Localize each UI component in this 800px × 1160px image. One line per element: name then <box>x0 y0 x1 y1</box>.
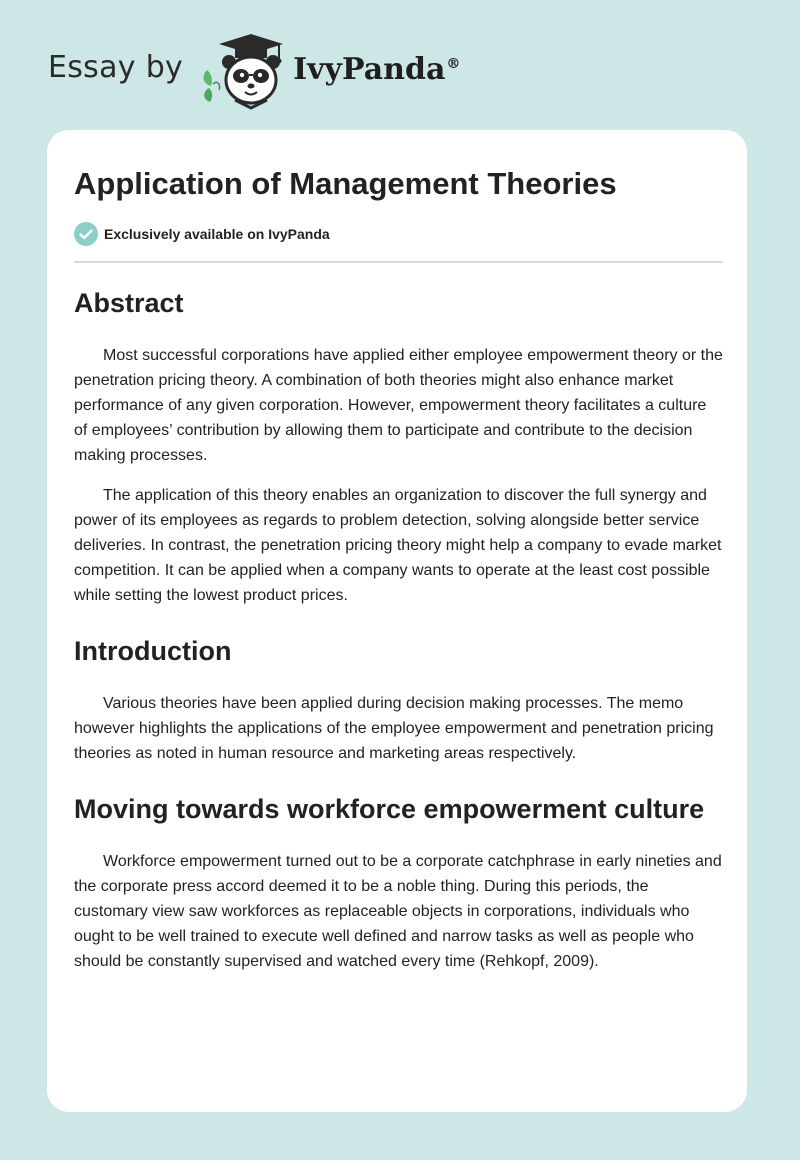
paragraph: Various theories have been applied during decision making processes. The memo however highlights the applications of the employee empowerment and penetration pricing theories as noted in human resource and marketing areas respectively. <box>74 695 714 762</box>
page-title: Application of Management Theories <box>74 166 617 201</box>
brand-prefix: Essay by <box>48 49 184 85</box>
section-introduction <box>74 632 723 766</box>
paragraph: Workforce empowerment turned out to be a corporate catchphrase in early nineties and the corporate press accord deemed it to be a noble thing. During this periods, the customary view saw workforces as replaceable objects in corporations, individuals who ought to be well trained to execute well defined and narrow tasks as well as people who should be constantly supervised and watched every time (Rehkopf, 2009). <box>74 853 722 970</box>
section-heading: Abstract <box>74 288 184 318</box>
essay-card <box>47 130 747 1112</box>
check-circle-icon <box>74 222 98 246</box>
section-workforce-empowerment <box>74 790 723 974</box>
section-abstract <box>74 284 723 608</box>
brand-name: IvyPanda® <box>293 51 461 87</box>
section-heading: Moving towards workforce empowerment culture <box>74 794 705 824</box>
paragraph: Most successful corporations have applied either employee empowerment theory or the penetration pricing theory. A combination of both theories might also enhance market performance of any given corporation. However, empowerment theory facilitates a culture of employees’ contribution by allowing them to participate and contribute to the decision making processes. <box>74 347 723 464</box>
site-header <box>48 30 460 110</box>
panda-graduate-logo-icon <box>199 30 291 110</box>
exclusive-text: Exclusively available on IvyPanda <box>104 226 330 242</box>
paragraph: The application of this theory enables an organization to discover the full synergy and power of its employees as regards to problem detection, solving alongside better service deliveries. In contrast, the penetration pricing theory might help a company to evade market competition. It can be applied when a company wants to operate at the least cost possible while setting the lowest product prices. <box>74 487 722 604</box>
section-heading: Introduction <box>74 636 232 666</box>
essay-body <box>74 284 723 989</box>
exclusive-badge <box>74 222 330 246</box>
title-divider <box>74 261 723 263</box>
